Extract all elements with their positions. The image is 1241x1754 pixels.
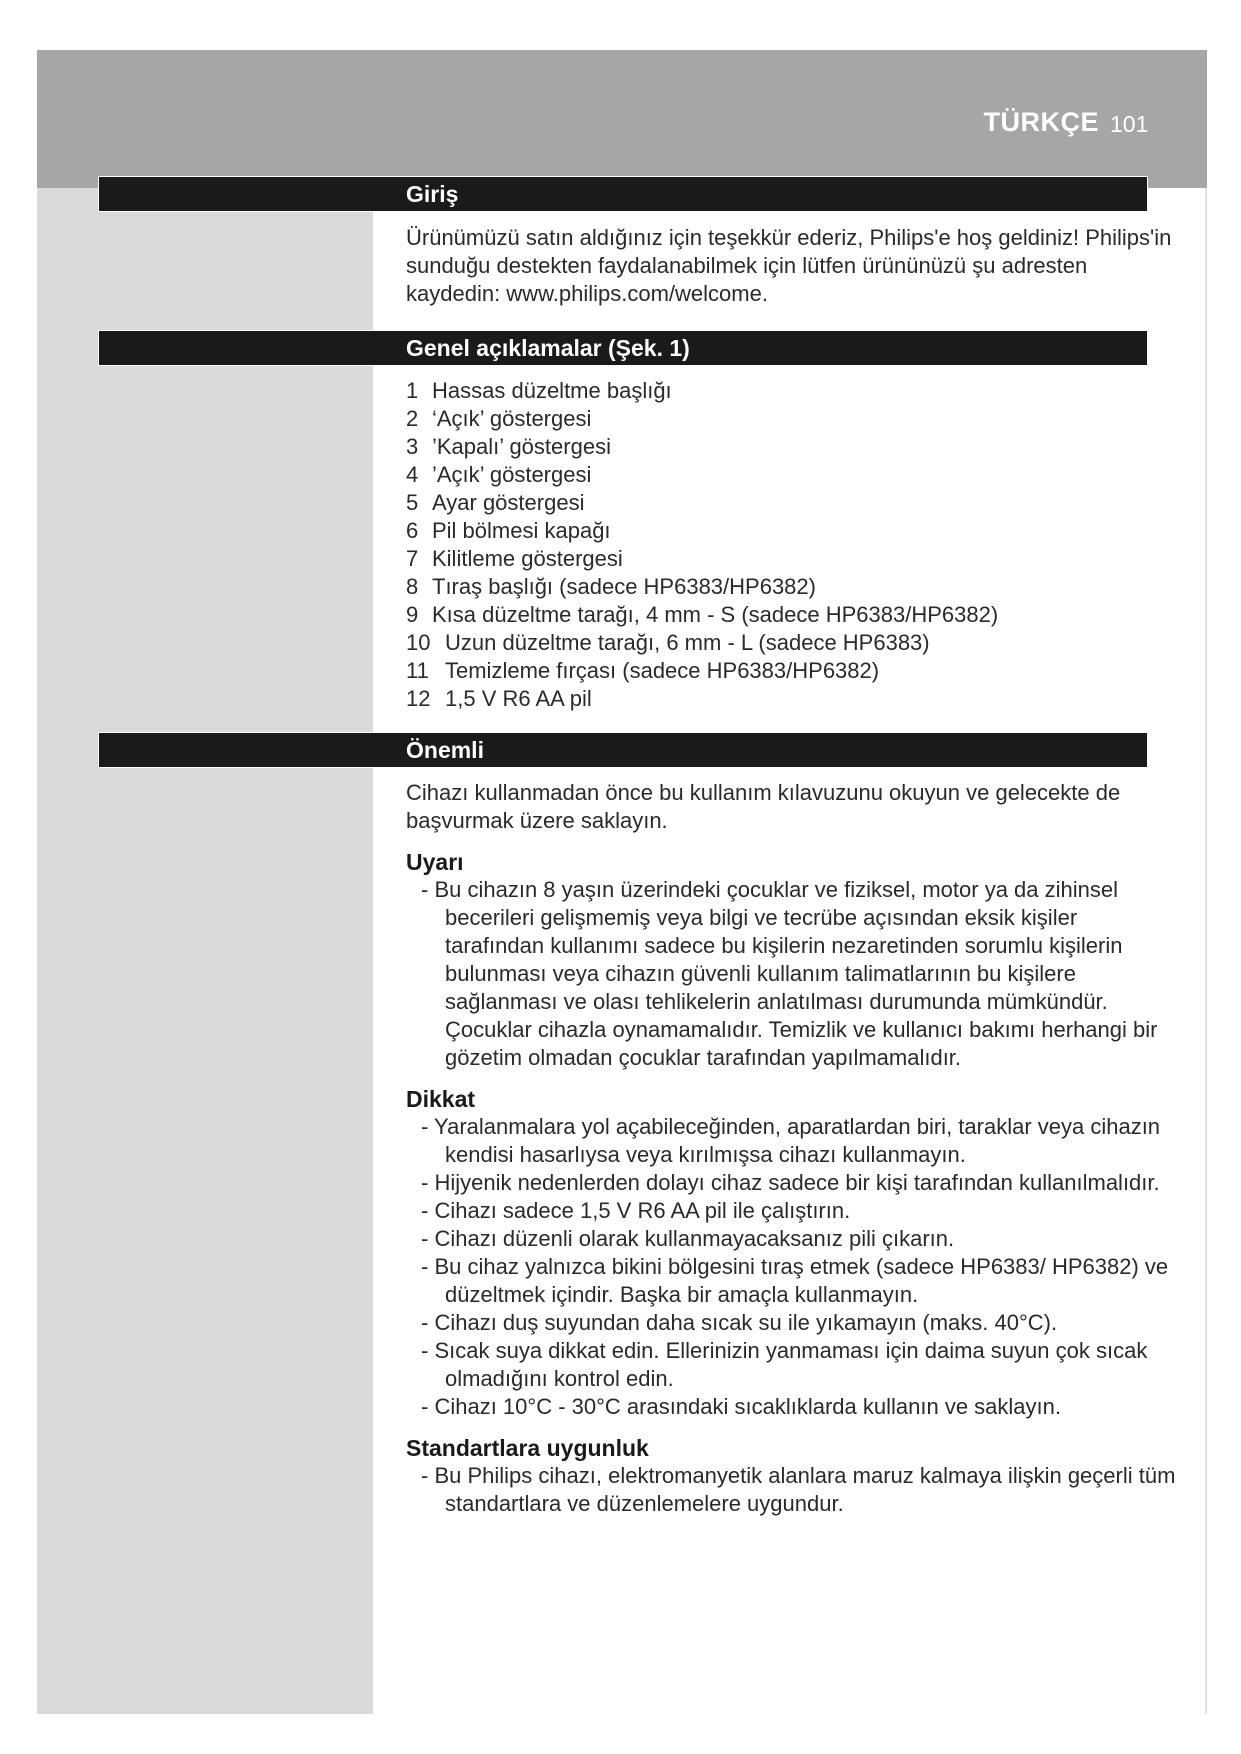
section-title-important: Önemli [406, 737, 484, 763]
list-item: - Cihazı sadece 1,5 V R6 AA pil ile çalıştırın. [421, 1198, 851, 1223]
item-text: Cihazı 10°C - 30°C arasındaki sıcaklıklarda kullanın ve saklayın. [434, 1394, 1062, 1419]
compliance-list [406, 1462, 1176, 1518]
item-text: Uzun düzeltme tarağı, 6 mm - L (sadece HP6383) [445, 630, 930, 655]
warning-list [406, 876, 1176, 1072]
list-item: - Bu cihaz yalnızca bikini bölgesini tıraş etmek (sadece HP6383/ HP6382) ve düzeltmek içindir. Başka bir amaçla kullanmayın. [421, 1254, 1169, 1307]
important-intro: Cihazı kullanmadan önce bu kullanım kılavuzunu okuyun ve gelecekte de başvurmak üzere saklayın. [406, 780, 1121, 833]
item-text: ’Kapalı’ göstergesi [432, 434, 611, 459]
item-text: Cihazı duş suyundan daha sıcak su ile yıkamayın (maks. 40°C). [434, 1310, 1058, 1335]
item-number: 1 [406, 378, 419, 403]
item-number: 4 [406, 462, 419, 487]
item-text: Bu Philips cihazı, elektromanyetik alanlara maruz kalmaya ilişkin geçerli tüm standartlara ve düzenlemelere uygundur. [434, 1463, 1176, 1516]
list-item [406, 573, 1176, 601]
right-edge-line [1205, 188, 1207, 1714]
list-item [406, 517, 1176, 545]
item-number: 2 [406, 406, 419, 431]
item-number: 12 [406, 686, 431, 711]
item-text: Kilitleme göstergesi [432, 546, 623, 571]
parts-list [406, 377, 1176, 713]
intro-block [406, 224, 1176, 308]
list-item [406, 685, 1176, 713]
list-item: - Yaralanmalara yol açabileceğinden, aparatlardan biri, taraklar veya cihazın kendisi hasarlıysa veya kırılmışsa cihazı kullanmayın. [421, 1114, 1161, 1167]
item-text: Cihazı düzenli olarak kullanmayacaksanız pili çıkarın. [434, 1226, 955, 1251]
list-item [406, 433, 1176, 461]
list-item [406, 405, 1176, 433]
item-number: 5 [406, 490, 419, 515]
list-item: - Cihazı duş suyundan daha sıcak su ile yıkamayın (maks. 40°C). [421, 1310, 1058, 1335]
item-number: 7 [406, 546, 419, 571]
item-number: 10 [406, 630, 431, 655]
list-item: - Sıcak suya dikkat edin. Ellerinizin yanmaması için daima suyun çok sıcak olmadığını kontrol edin. [421, 1338, 1148, 1391]
item-text: Bu cihazın 8 yaşın üzerindeki çocuklar ve fiziksel, motor ya da zihinsel becerileri gelişmemiş veya bilgi ve tecrübe açısından eksik kişiler tarafından kullanımı sadece bu kişilerin nezaretinden sorumlu kişilerin bulunması veya cihazın güvenli kullanım talimatlarının bu kişilere sağlanması ve olası tehlikelerin anlatılması durumunda mümkündür. Çocuklar cihazla oynamamalıdır. Temizlik ve kullanıcı bakımı herhangi bir gözetim olmadan çocuklar tarafından yapılmamalıdır. [434, 877, 1158, 1070]
intro-text: Ürünümüzü satın aldığınız için teşekkür ederiz, Philips'e hoş geldiniz! Philips'in sunduğu destekten faydalanabilmek için lütfen ürününüzü şu adresten kaydedin: www.philips.com/welcome. [406, 225, 1172, 306]
item-number: 9 [406, 602, 419, 627]
item-number: 3 [406, 434, 419, 459]
list-item: - Cihazı 10°C - 30°C arasındaki sıcaklıklarda kullanın ve saklayın. [421, 1394, 1062, 1419]
item-text: Bu cihaz yalnızca bikini bölgesini tıraş etmek (sadece HP6383/ HP6382) ve düzeltmek içindir. Başka bir amaçla kullanmayın. [434, 1254, 1169, 1307]
compliance-heading: Standartlara uygunluk [406, 1435, 649, 1461]
left-margin-column [37, 188, 373, 1714]
list-item: - Hijyenik nedenlerden dolayı cihaz sadece bir kişi tarafından kullanılmalıdır. [421, 1170, 1160, 1195]
item-number: 6 [406, 518, 419, 543]
item-text: Sıcak suya dikkat edin. Ellerinizin yanmaması için daima suyun çok sıcak olmadığını kontrol edin. [434, 1338, 1148, 1391]
item-text: Hassas düzeltme başlığı [432, 378, 672, 403]
item-text: Hijyenik nedenlerden dolayı cihaz sadece bir kişi tarafından kullanılmalıdır. [434, 1170, 1160, 1195]
important-block [406, 779, 1176, 1518]
list-item [406, 601, 1176, 629]
item-text: ‘Açık’ göstergesi [432, 406, 592, 431]
page-number: 101 [1110, 111, 1149, 137]
item-text: Yaralanmalara yol açabileceğinden, aparatlardan biri, taraklar veya cihazın kendisi hasarlıysa veya kırılmışsa cihazı kullanmayın. [434, 1114, 1161, 1167]
list-item [406, 545, 1176, 573]
header-language: TÜRKÇE [983, 107, 1099, 137]
item-text: Pil bölmesi kapağı [432, 518, 611, 543]
list-item [406, 461, 1176, 489]
list-item: - Bu Philips cihazı, elektromanyetik alanlara maruz kalmaya ilişkin geçerli tüm standartlara ve düzenlemelere uygundur. [421, 1463, 1176, 1516]
parts-list-block [406, 377, 1176, 713]
item-number: 8 [406, 574, 419, 599]
caution-list [406, 1113, 1176, 1421]
item-text: Ayar göstergesi [432, 490, 585, 515]
section-title-intro: Giriş [406, 181, 459, 207]
list-item [406, 489, 1176, 517]
item-number: 11 [406, 658, 429, 683]
list-item [406, 629, 1176, 657]
caution-heading: Dikkat [406, 1086, 476, 1112]
section-bar-important [98, 732, 1148, 768]
list-item: - Bu cihazın 8 yaşın üzerindeki çocuklar ve fiziksel, motor ya da zihinsel becerileri gelişmemiş veya bilgi ve tecrübe açısından eksik kişiler tarafından kullanımı sadece bu kişilerin nezaretinden sorumlu kişilerin bulunması veya cihazın güvenli kullanım talimatlarının bu kişilere sağlanması ve olası tehlikelerin anlatılması durumunda mümkündür. Çocuklar cihazla oynamamalıdır. Temizlik ve kullanıcı bakımı herhangi bir gözetim olmadan çocuklar tarafından yapılmamalıdır. [421, 877, 1158, 1070]
item-text: 1,5 V R6 AA pil [445, 686, 592, 711]
section-bar-intro [98, 176, 1148, 212]
list-item: - Cihazı düzenli olarak kullanmayacaksanız pili çıkarın. [421, 1226, 955, 1251]
item-text: Cihazı sadece 1,5 V R6 AA pil ile çalıştırın. [434, 1198, 851, 1223]
item-text: Kısa düzeltme tarağı, 4 mm - S (sadece HP6383/HP6382) [432, 602, 999, 627]
item-text: ’Açık’ göstergesi [432, 462, 592, 487]
section-title-general: Genel açıklamalar (Şek. 1) [406, 335, 690, 361]
list-item [406, 657, 1176, 685]
warning-heading: Uyarı [406, 849, 464, 875]
item-text: Tıraş başlığı (sadece HP6383/HP6382) [432, 574, 816, 599]
item-text: Temizleme fırçası (sadece HP6383/HP6382) [445, 658, 880, 683]
list-item [406, 377, 1176, 405]
